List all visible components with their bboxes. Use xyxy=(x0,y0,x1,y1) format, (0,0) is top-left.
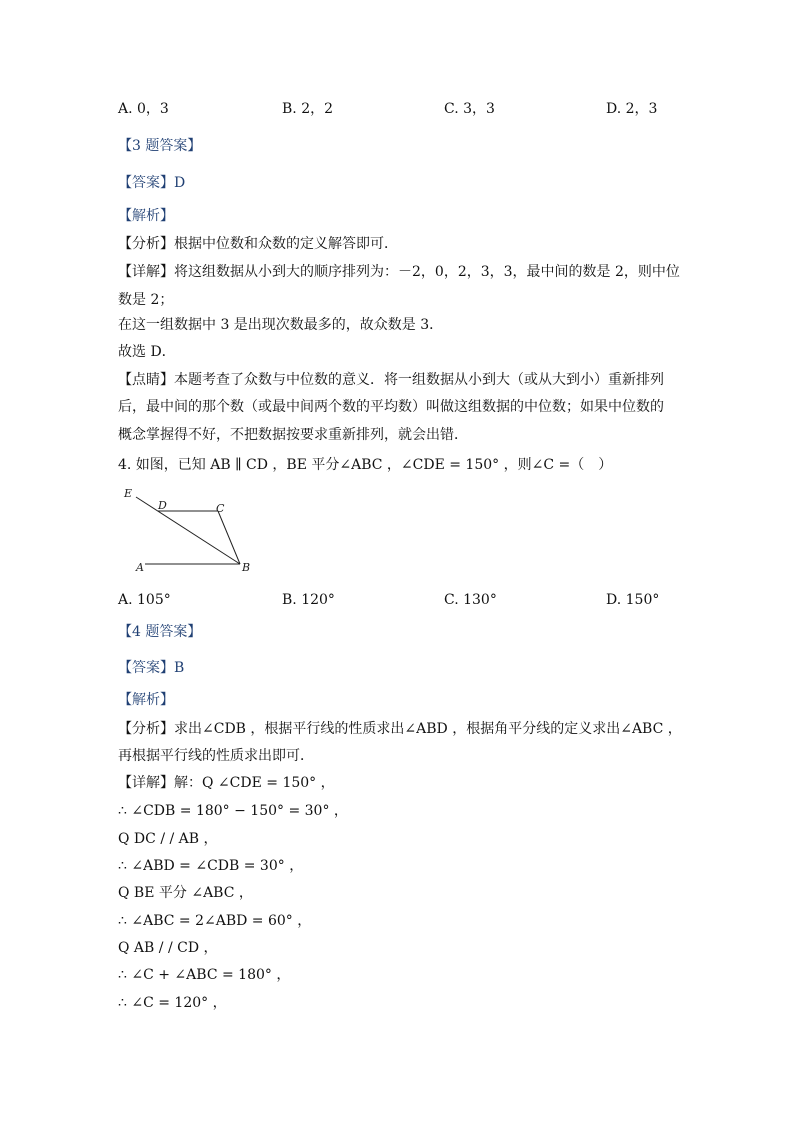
label-d: D xyxy=(158,499,167,512)
q3-option-d: D. 2，3 xyxy=(606,101,658,117)
q3-xiangjie-1: 【详解】将这组数据从小到大的顺序排列为：－2，0，2，3，3，最中间的数是 2，则中位 xyxy=(118,264,680,280)
q3-dianjing-1: 【点睛】本题考查了众数与中位数的意义．将一组数据从小到大（或从大到小）重新排列 xyxy=(118,372,664,388)
q3-xiangjie-3: 在这一组数据中 3 是出现次数最多的，故众数是 3． xyxy=(118,317,444,333)
label-c: C xyxy=(216,502,225,515)
q3-dianjing-2: 后，最中间的那个数（或最中间两个数的平均数）叫做这组数据的中位数；如果中位数的 xyxy=(118,399,664,415)
q4-answer-header: 【4 题答案】 xyxy=(118,624,202,640)
q3-fenxi: 【分析】根据中位数和众数的定义解答即可． xyxy=(118,236,398,252)
q3-answer-header: 【3 题答案】 xyxy=(118,138,202,154)
label-b: B xyxy=(242,561,251,574)
q3-conclusion: 故选 D． xyxy=(118,344,176,360)
q4-option-b: B. 120° xyxy=(282,592,335,608)
q4-analysis-label: 【解析】 xyxy=(118,692,174,708)
label-e: E xyxy=(124,487,133,500)
q4-fenxi-2: 再根据平行线的性质求出即可． xyxy=(118,748,314,764)
q4-option-d: D. 150° xyxy=(606,592,660,608)
q4-step-2: ∴ ∠CDB = 180° − 150° = 30° ， xyxy=(118,803,348,819)
q4-question: 4. 如图，已知 AB ∥ CD ，BE 平分∠ABC ，∠CDE = 150° ，则∠C =（ ） xyxy=(118,457,613,473)
q3-option-b: B. 2，2 xyxy=(282,101,334,117)
q4-fenxi-1: 【分析】求出∠CDB ，根据平行线的性质求出∠ABD ，根据角平分线的定义求出∠ABC ， xyxy=(118,721,682,737)
q4-option-c: C. 130° xyxy=(444,592,497,608)
q3-analysis-label: 【解析】 xyxy=(118,208,174,224)
q4-step-4: ∴ ∠ABD = ∠CDB = 30° ， xyxy=(118,858,304,874)
q4-step-9: ∴ ∠C = 120° ， xyxy=(118,995,227,1011)
q3-dianjing-3: 概念掌握得不好，不把数据按要求重新排列，就会出错． xyxy=(118,427,468,443)
q3-option-a: A. 0，3 xyxy=(118,101,169,117)
q4-step-8: ∴ ∠C + ∠ABC = 180° ， xyxy=(118,967,291,983)
segment-cb xyxy=(218,511,240,564)
q4-answer: 【答案】B xyxy=(118,660,185,676)
q4-step-7: Q AB / / CD ， xyxy=(118,940,218,956)
q4-geometry-figure xyxy=(118,485,268,577)
q4-option-a: A. 105° xyxy=(118,592,171,608)
q4-step-1: 【详解】解：Q ∠CDE = 150° ， xyxy=(118,775,335,791)
label-a: A xyxy=(136,561,144,574)
q4-step-5: Q BE 平分 ∠ABC ， xyxy=(118,885,253,901)
q4-step-3: Q DC / / AB ， xyxy=(118,831,218,847)
q3-option-c: C. 3，3 xyxy=(444,101,495,117)
q3-xiangjie-2: 数是 2； xyxy=(118,292,174,308)
q4-step-6: ∴ ∠ABC = 2∠ABD = 60° ， xyxy=(118,913,312,929)
q3-answer: 【答案】D xyxy=(118,175,186,191)
